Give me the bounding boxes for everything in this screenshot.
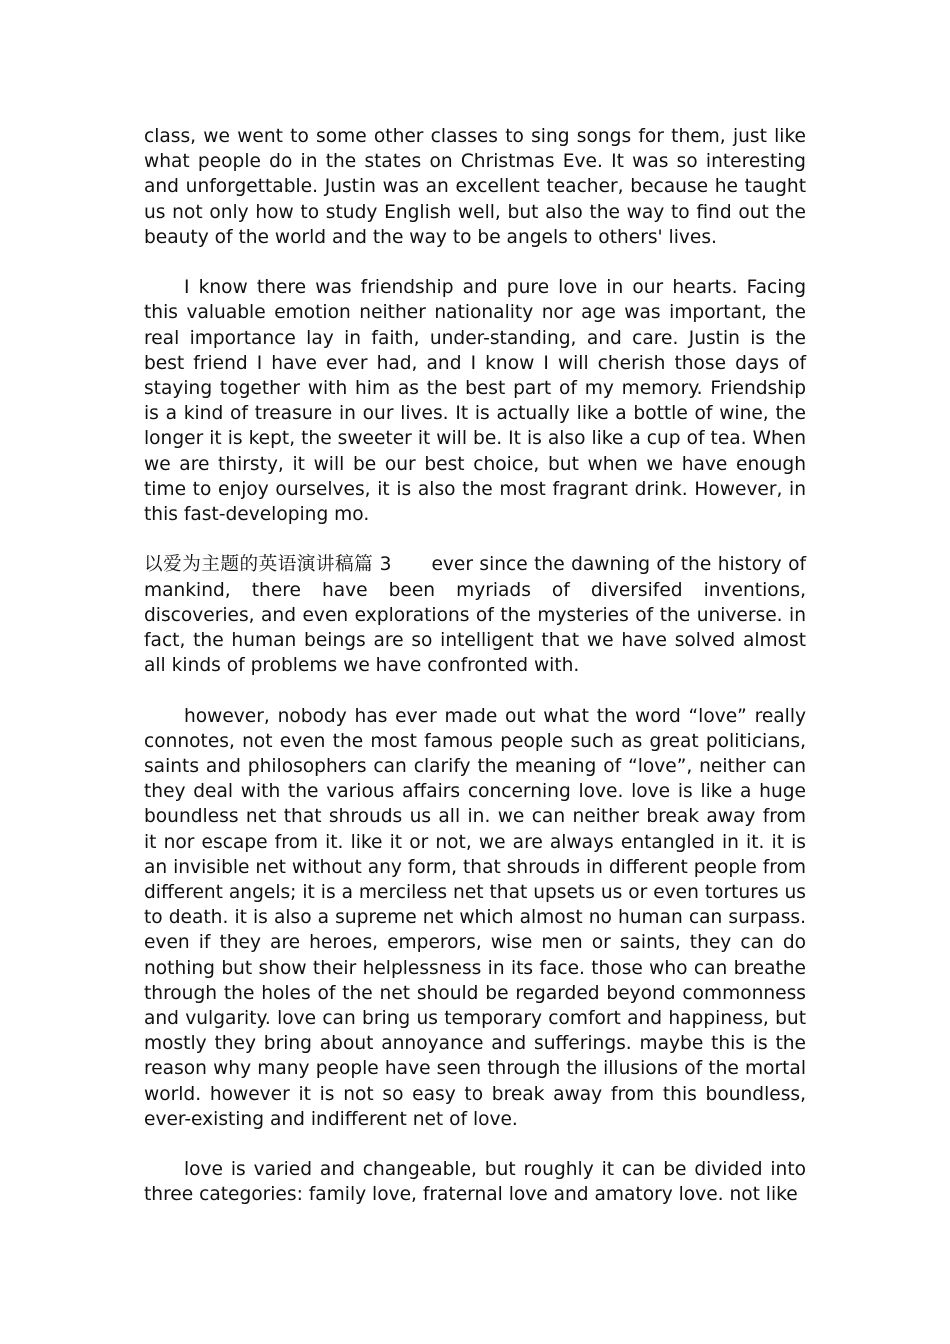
speech-3-body: ever since the dawning of the history of mankind, there have been myriads of diversifed inventions, discoveries, and even explorations of the mysteries of the universe. in fact, the human beings are so intelligent that we have solved almost all kinds of problems we have confronted with. (144, 554, 806, 677)
document-page (144, 124, 806, 1208)
paragraph-love-categories: love is varied and changeable, but roughly it can be divided into three categories: family love, fraternal love and amatory love. not like (144, 1159, 806, 1206)
speech-3-heading: 以爱为主题的英语演讲稿篇 3 (144, 554, 392, 576)
paragraph-love-net: however, nobody has ever made out what the word “love” really connotes, not even the most famous people such as great politicians, saints and philosophers can clarify the meaning of “love”, neither can they deal with the various affairs concerning love. love is like a huge boundless net that shrouds us all in. we can neither break away from it nor escape from it. like it or not, we are always entangled in it. it is an invisible net without any form, that shrouds in different people from different angels; it is a merciless net that upsets us or even tortures us to death. it is also a supreme net which almost no human can surpass. even if they are heroes, emperors, wise men or saints, they can do nothing but show their helplessness in its face. those who can breathe through the holes of the net should be regarded beyond commonness and vulgarity. love can bring us temporary comfort and happiness, but mostly they bring about annoyance and sufferings. maybe this is the reason why many people have seen through the illusions of the mortal world. however it is not so easy to break away from this boundless, ever-existing and indifferent net of love. (144, 705, 806, 1130)
paragraph-speech-3-intro (144, 552, 806, 678)
paragraph-christmas-classes: class, we went to some other classes to sing songs for them, just like what people do in the states on Christmas Eve. It was so interesting and unforgettable. Justin was an excellent teacher, because he taught us not only how to study English well, but also the way to find out the beauty of the world and the way to be angels to others' lives. (144, 126, 806, 248)
paragraph-friendship: I know there was friendship and pure love in our hearts. Facing this valuable emotion neither nationality nor age was important, the real importance lay in faith, under-standing, and care. Justin is the best friend I have ever had, and I know I will cherish those days of staying together with him as the best part of my memory. Friendship is a kind of treasure in our lives. It is actually like a bottle of wine, the longer it is kept, the sweeter it will be. It is also like a cup of tea. When we are thirsty, it will be our best choice, but when we have enough time to enjoy ourselves, it is also the most fragrant drink. However, in this fast-developing mo. (144, 277, 806, 526)
